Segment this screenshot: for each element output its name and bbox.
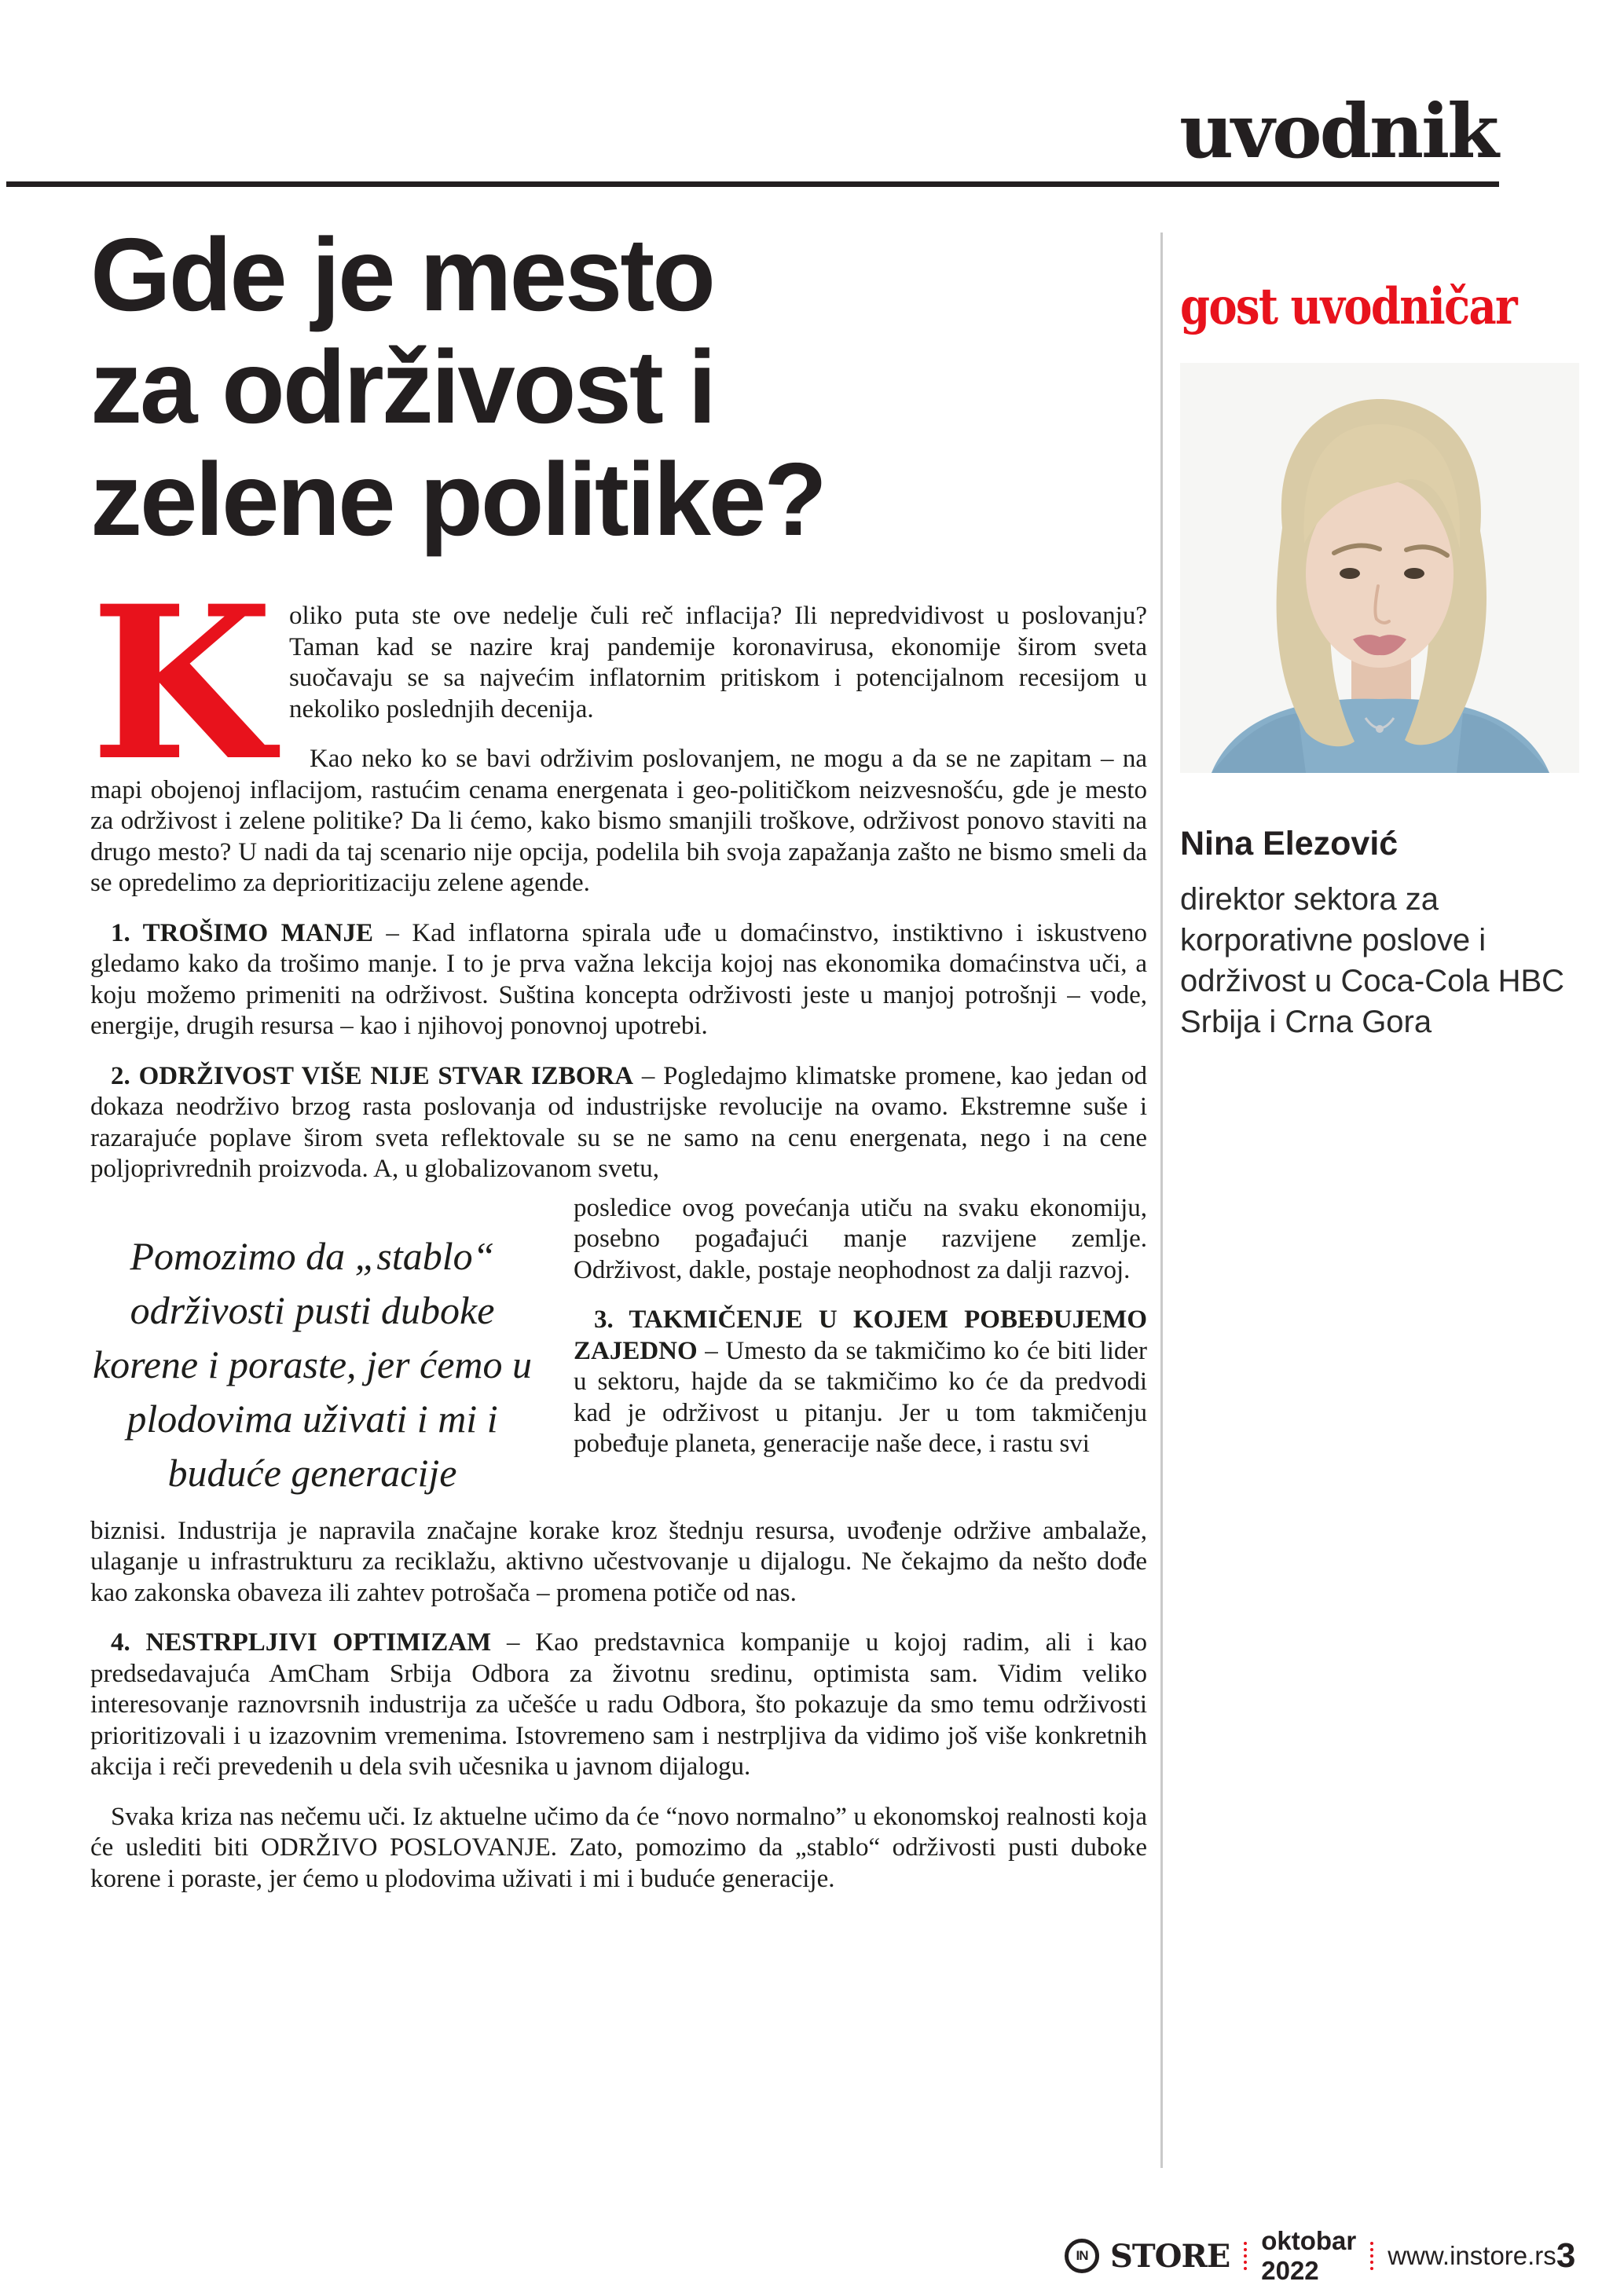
- issue-date: oktobar 2022: [1261, 2226, 1357, 2285]
- pull-quote: Pomozimo da „stablo“ održivosti pusti duboke korene i poraste, jer ćemo u plodovima uživati i mi i buduće generacije: [92, 1233, 533, 1495]
- drop-cap: K: [90, 560, 273, 807]
- intro-text: oliko puta ste ove nedelje čuli reč inflacija? Ili nepredvidivost u poslovanju? Taman kad se nazire kraj pandemije koronavirusa, ekonomije širom sveta suočavaju se sa najvećim inflatornim pritiskom i potencijalnom recesijom u nekoliko poslednjih decenija.: [288, 602, 1147, 723]
- item4-label: 4. NESTRPLJIVI OPTIMIZAM: [111, 1628, 492, 1657]
- author-role: direktor sektora za korporativne poslove i održivost u Coca-Cola HBC Srbija i Crna Gora: [1180, 882, 1565, 1039]
- portrait-photo-illustration: [1180, 363, 1579, 773]
- column-divider: [1160, 233, 1163, 2168]
- page-footer: [1065, 2226, 1576, 2285]
- quote-and-text-row: [90, 1193, 1147, 1500]
- title-line-3: zelene politike?: [90, 441, 825, 557]
- dotted-separator: [1244, 2242, 1247, 2270]
- title-line-2: za održivost i: [90, 329, 715, 445]
- guest-editor-kicker: gost uvodničar: [1180, 277, 1516, 336]
- paragraph-item3-continued: biznisi. Industrija je napravila značajne korake kroz štednju resursa, uvođenje održive ambalaže, ulaganje u infrastrukturu za reciklažu, aktivno učestvovanje u dijalogu. Ne čekajmo da nešto dođe kao zakonska obaveza ili zahtev potrošača – promena potiče od nas.: [90, 1516, 1147, 1607]
- item3-text-a: – Umesto da se takmičimo ko će biti lider u sektoru, hajde da se takmičimo ko će da predvodi kad je održivost u pitanju. Jer u tom takmičenju pobeđuje planeta, generacije naše dece, i rastu svi: [574, 1336, 1147, 1458]
- portrait-photo: [1180, 363, 1579, 773]
- article-column: [90, 218, 1147, 1895]
- author-name: Nina Elezović: [1180, 825, 1399, 862]
- sidebar-column: [1180, 277, 1579, 1042]
- paragraph-item1: [90, 918, 1147, 1042]
- paragraph-item2-continued: posledice ovog povećanja utiču na svaku ekonomiju, posebno pogađajući manje razvijene zemlje. Održivost, dakle, postaje neophodnost za dalji razvoj.: [574, 1193, 1147, 1284]
- page-title: [90, 218, 1147, 555]
- item1-label: 1. TROŠIMO MANJE: [111, 918, 373, 947]
- dotted-separator: [1370, 2242, 1373, 2270]
- paragraph-intro: [90, 560, 1147, 807]
- page-number: 3: [1556, 2236, 1576, 2275]
- title-line-1: Gde je mesto: [90, 217, 713, 332]
- item2-label: 2. ODRŽIVOST VIŠE NIJE STVAR IZBORA: [111, 1061, 634, 1090]
- paragraph-item2-start: [90, 1061, 1147, 1185]
- paragraph-item3-start: [574, 1305, 1147, 1460]
- paragraph-2: Kao neko ko se bavi održivim poslovanjem, ne mogu a da se ne zapitam – na mapi obojenoj inflacijom, rastućim cenama energenata i geo-političkom neizvesnošću, gde je mesto za održivost i zelene politike? Da li ćemo, kako bismo smanjili troškove, održivost ponovo staviti na drugo mesto? U nadi da taj scenario nije opcija, podelila bih svoja zapažanja zašto ne bismo smeli da se opredelimo za deprioritizaciju zelene agende.: [90, 745, 1147, 897]
- website-url: www.instore.rs: [1388, 2241, 1556, 2270]
- item1-text: – Kad inflatorna spirala uđe u domaćinstvo, instiktivno i iskustveno gledamo kako da trošimo manje. I to je prva važna lekcija kojoj nas ekonomika domaćinstva uči, a koju možemo primeniti na održivost. Suština koncepta održivosti jeste u manjoj potrošnji – vode, energije, drugih resursa – kao i njihovoj ponovnoj upotrebi.: [90, 918, 1147, 1040]
- item4-text: – Kao predstavnica kompanije u kojoj radim, ali i kao predsedavajuća AmCham Srbija Odbora za životnu sredinu, optimista sam. Vidim veliko interesovanje raznovrsnih industrija za učešće u radu Odbora, što pokazuje da smo temu održivosti prioritizovali i u izazovnim vremenima. Istovremeno sam i nestrpljiva da vidimo još više konkretnih akcija i reči prevedenih u dela svih učesnika u javnom dijalogu.: [90, 1628, 1147, 1781]
- item3-label: 3. TAKMIČENJE U KOJEM POBEĐUJEMO ZAJEDNO: [574, 1305, 1147, 1365]
- item2-text-a: – Pogledajmo klimatske promene, kao jedan od dokaza neodrživo brzog rasta poslovanja od industrijske revolucije na ovamo. Ekstremne suše i razarajuće poplave širom sveta reflektovale su se ne samo na cenu energenata, nego i na cene poljoprivrednih proizvoda. A, u globalizovanom svetu,: [90, 1061, 1147, 1183]
- store-logo-text: STORE: [1110, 2237, 1230, 2275]
- paragraph-item4: [90, 1628, 1147, 1783]
- narrow-text-column: [574, 1193, 1147, 1500]
- section-label: uvodnik: [1179, 88, 1497, 175]
- in-circle-logo-icon: IN: [1065, 2239, 1099, 2273]
- paragraph-closing: Svaka kriza nas nečemu uči. Iz aktuelne učimo da će “novo normalno” u ekonomskoj realnosti koja će uslediti biti ODRŽIVO POSLOVANJE. Zato, pomozimo da „stablo“ održivosti pusti duboke korene i poraste, jer ćemo u plodovima uživati i mi i buduće generacije.: [90, 1802, 1147, 1893]
- header-rule: [6, 181, 1499, 187]
